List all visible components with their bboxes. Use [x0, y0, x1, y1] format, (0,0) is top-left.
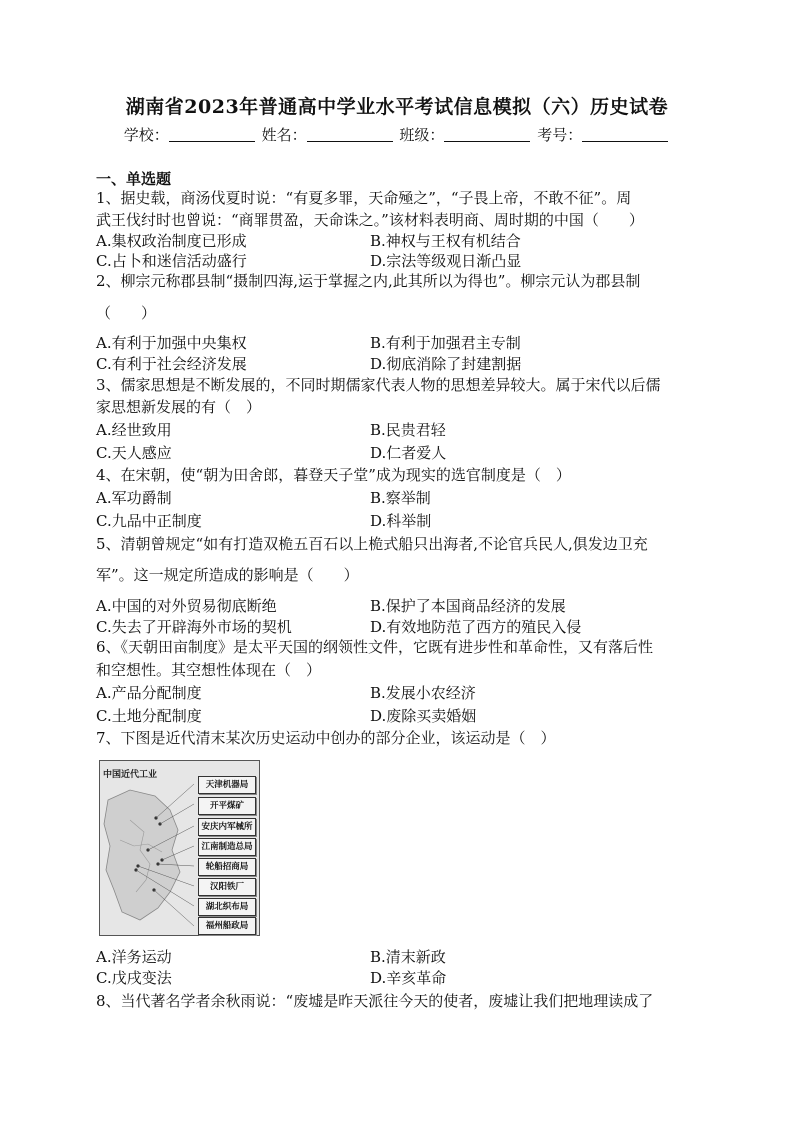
- enterprise-label: 福州船政局: [198, 917, 256, 935]
- question-2-option-c[interactable]: C.有利于社会经济发展: [96, 355, 247, 373]
- question-6-option-a[interactable]: A.产品分配制度: [96, 684, 202, 702]
- question-1-line-2: 武王伐纣时也曾说：“商罪贯盈，天命诛之。”该材料表明商、周时期的中国（ ）: [96, 211, 644, 229]
- enterprise-label: 天津机器局: [198, 776, 256, 794]
- map-title: 中国近代工业: [103, 770, 158, 780]
- question-3-line-1: 3、儒家思想是不断发展的，不同时期儒家代表人物的思想差异较大。属于宋代以后儒: [96, 376, 661, 394]
- question-7-option-c[interactable]: C.戊戌变法: [96, 969, 172, 987]
- question-3-option-c[interactable]: C.天人感应: [96, 444, 172, 462]
- question-4-option-a[interactable]: A.军功爵制: [96, 489, 172, 507]
- question-4-option-d[interactable]: D.科举制: [370, 512, 432, 530]
- question-1-option-b[interactable]: B.神权与王权有机结合: [370, 232, 521, 250]
- question-1-option-c[interactable]: C.占卜和迷信活动盛行: [96, 252, 247, 270]
- question-7-option-b[interactable]: B.清末新政: [370, 948, 446, 966]
- enterprise-label: 安庆内军械所: [198, 818, 256, 836]
- school-blank[interactable]: [169, 127, 255, 142]
- enterprise-label: 湖北织布局: [198, 898, 256, 916]
- question-5-line-2: 军”。这一规定所造成的影响是（ ）: [96, 566, 359, 584]
- section-title: 一、单选题: [96, 170, 172, 188]
- question-7-option-a[interactable]: A.洋务运动: [96, 948, 172, 966]
- question-3-option-a[interactable]: A.经世致用: [96, 421, 172, 439]
- class-label: 班级：: [399, 126, 445, 144]
- school-label: 学校：: [123, 126, 169, 144]
- enterprise-label: 江南制造总局: [198, 838, 256, 856]
- question-1-option-d[interactable]: D.宗法等级观日渐凸显: [370, 252, 522, 270]
- question-7-line-1: 7、下图是近代清末某次历史运动中创办的部分企业，该运动是（ ）: [96, 729, 556, 747]
- question-2-line-1: 2、柳宗元称郡县制“摄制四海,运于掌握之内,此其所以为得也”。柳宗元认为郡县制: [96, 272, 641, 290]
- exam-no-label: 考号：: [537, 126, 583, 144]
- page-title: 湖南省2023年普通高中学业水平考试信息模拟（六）历史试卷: [125, 96, 669, 118]
- question-8-line-1: 8、当代著名学者余秋雨说：“废墟是昨天派往今天的使者，废墟让我们把地理读成了: [96, 992, 654, 1010]
- question-1-option-a[interactable]: A.集权政治制度已形成: [96, 232, 247, 250]
- question-7-option-d[interactable]: D.辛亥革命: [370, 969, 447, 987]
- enterprise-label: 开平煤矿: [198, 797, 256, 815]
- exam-no-blank[interactable]: [582, 127, 668, 142]
- question-5-line-1: 5、清朝曾规定“如有打造双桅五百石以上桅式船只出海者,不论官兵民人,俱发边卫充: [96, 535, 648, 553]
- question-3-option-d[interactable]: D.仁者爱人: [370, 444, 447, 462]
- question-6-line-2: 和空想性。其空想性体现在（ ）: [96, 661, 322, 679]
- question-2-option-b[interactable]: B.有利于加强君主专制: [370, 334, 521, 352]
- name-label: 姓名：: [261, 126, 307, 144]
- question-1-line-1: 1、据史载，商汤伐夏时说：“有夏多罪，天命殛之”，“子畏上帝，不敢不征”。周: [96, 189, 632, 207]
- enterprise-label: 汉阳铁厂: [198, 878, 256, 896]
- question-2-option-a[interactable]: A.有利于加强中央集权: [96, 334, 247, 352]
- question-3-line-2: 家思想新发展的有（ ）: [96, 398, 262, 416]
- question-6-line-1: 6、《天朝田亩制度》是太平天国的纲领性文件，它既有进步性和革命性，又有落后性: [96, 638, 654, 656]
- question-3-option-b[interactable]: B.民贵君轻: [370, 421, 446, 439]
- student-info: [0, 124, 794, 145]
- question-5-option-d[interactable]: D.有效地防范了西方的殖民入侵: [370, 618, 582, 636]
- question-6-option-c[interactable]: C.土地分配制度: [96, 707, 202, 725]
- question-6-option-b[interactable]: B.发展小农经济: [370, 684, 476, 702]
- question-5-option-a[interactable]: A.中国的对外贸易彻底断绝: [96, 597, 277, 615]
- question-5-option-b[interactable]: B.保护了本国商品经济的发展: [370, 597, 566, 615]
- question-4-option-c[interactable]: C.九品中正制度: [96, 512, 202, 530]
- question-4-line-1: 4、在宋朝，使“朝为田舍郎，暮登天子堂”成为现实的选官制度是（ ）: [96, 466, 571, 484]
- name-blank[interactable]: [307, 127, 393, 142]
- question-2-line-2: （ ）: [96, 304, 157, 322]
- enterprise-label: 轮船招商局: [198, 858, 256, 876]
- question-5-option-c[interactable]: C.失去了开辟海外市场的契机: [96, 618, 292, 636]
- question-6-option-d[interactable]: D.废除买卖婚姻: [370, 707, 477, 725]
- question-4-option-b[interactable]: B.察举制: [370, 489, 431, 507]
- class-blank[interactable]: [444, 127, 530, 142]
- question-2-option-d[interactable]: D.彻底消除了封建割据: [370, 355, 522, 373]
- china-map-graphic: [100, 780, 194, 932]
